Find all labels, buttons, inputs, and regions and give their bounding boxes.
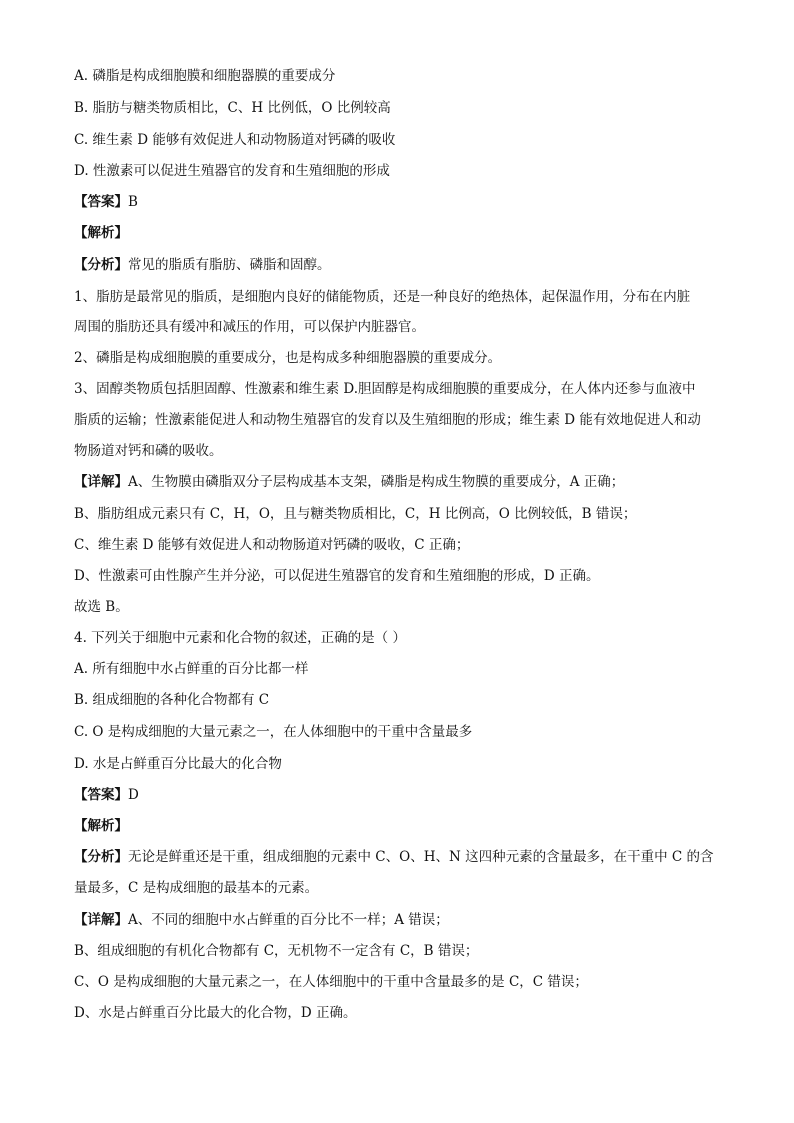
- q3-option-b: B. 脂肪与糖类物质相比，C、H 比例低，O 比例较高: [74, 100, 391, 116]
- q3-point-2: 2、磷脂是构成细胞膜的重要成分，也是构成多种细胞器膜的重要成分。: [74, 350, 502, 366]
- q3-conclusion: 故选 B。: [74, 599, 129, 615]
- answer-label: 【答案】: [74, 787, 128, 803]
- detail-a: A、生物膜由磷脂双分子层构成基本支架，磷脂是构成生物膜的重要成分，A 正确；: [128, 474, 625, 490]
- q3-analysis-label: 【解析】: [74, 225, 128, 241]
- fenxi-text: 常见的脂质有脂肪、磷脂和固醇。: [128, 257, 331, 273]
- q4-analysis-label: 【解析】: [74, 818, 128, 834]
- q3-point-3-line-2: 脂质的运输；性激素能促进人和动物生殖器官的发育以及生殖细胞的形成；维生素 D 能有效地促进人和动: [74, 412, 701, 428]
- q4-detail-c: C、O 是构成细胞的大量元素之一，在人体细胞中的干重中含量最多的是 C，C 错误；: [74, 974, 588, 990]
- q3-point-1-line-2: 周围的脂肪还具有缓冲和减压的作用，可以保护内脏器官。: [74, 319, 425, 335]
- q3-point-1-line-1: 1、脂肪是最常见的脂质，是细胞内良好的储能物质，还是一种良好的绝热体，起保温作用，分布在内脏: [74, 289, 691, 305]
- fenxi-label: 【分析】: [74, 257, 128, 273]
- q3-point-3-line-1: 3、固醇类物质包括胆固醇、性激素和维生素 D.胆固醇是构成细胞膜的重要成分，在人体内还参与血液中: [74, 381, 696, 397]
- q3-option-d: D. 性激素可以促进生殖器官的发育和生殖细胞的形成: [74, 163, 390, 179]
- q3-option-a: A. 磷脂是构成细胞膜和细胞器膜的重要成分: [74, 68, 336, 84]
- q4-stem: 4. 下列关于细胞中元素和化合物的叙述，正确的是（ ）: [74, 630, 406, 646]
- q4-option-d: D. 水是占鲜重百分比最大的化合物: [74, 756, 282, 772]
- detail-label: 【详解】: [74, 474, 128, 490]
- answer-value: D: [128, 787, 139, 803]
- q3-point-3-line-3: 物肠道对钙和磷的吸收。: [74, 443, 223, 459]
- q4-answer-line: [74, 786, 724, 804]
- q3-option-c: C. 维生素 D 能够有效促进人和动物肠道对钙磷的吸收: [74, 132, 396, 148]
- q3-detail-a-line: [74, 473, 724, 491]
- q4-option-b: B. 组成细胞的各种化合物都有 C: [74, 692, 270, 708]
- answer-value: B: [128, 194, 138, 210]
- q3-detail-d: D、性激素可由性腺产生并分泌，可以促进生殖器官的发育和生殖细胞的形成，D 正确。: [74, 568, 600, 584]
- fenxi-label: 【分析】: [74, 849, 128, 865]
- answer-label: 【答案】: [74, 194, 128, 210]
- q4-detail-b: B、组成细胞的有机化合物都有 C，无机物不一定含有 C，B 错误；: [74, 943, 479, 959]
- q4-option-c: C. O 是构成细胞的大量元素之一，在人体细胞中的干重中含量最多: [74, 724, 473, 740]
- q4-fenxi-line-1: [74, 848, 724, 866]
- q4-option-a: A. 所有细胞中水占鲜重的百分比都一样: [74, 661, 309, 677]
- detail-a: A、不同的细胞中水占鲜重的百分比不一样；A 错误；: [128, 912, 449, 928]
- fenxi-text: 无论是鲜重还是干重，组成细胞的元素中 C、O、H、N 这四种元素的含量最多，在干重中 C 的含: [128, 849, 714, 865]
- detail-label: 【详解】: [74, 912, 128, 928]
- q3-detail-b: B、脂肪组成元素只有 C，H，O，且与糖类物质相比，C，H 比例高，O 比例较低，B 错误；: [74, 506, 637, 522]
- q4-detail-a-line: [74, 911, 724, 929]
- q3-answer-line: [74, 193, 724, 211]
- q3-detail-c: C、维生素 D 能够有效促进人和动物肠道对钙磷的吸收，C 正确；: [74, 537, 470, 553]
- q4-fenxi-line-2: 量最多，C 是构成细胞的最基本的元素。: [74, 880, 319, 896]
- q4-detail-d: D、水是占鲜重百分比最大的化合物，D 正确。: [74, 1005, 357, 1021]
- q3-fenxi-line: [74, 256, 724, 274]
